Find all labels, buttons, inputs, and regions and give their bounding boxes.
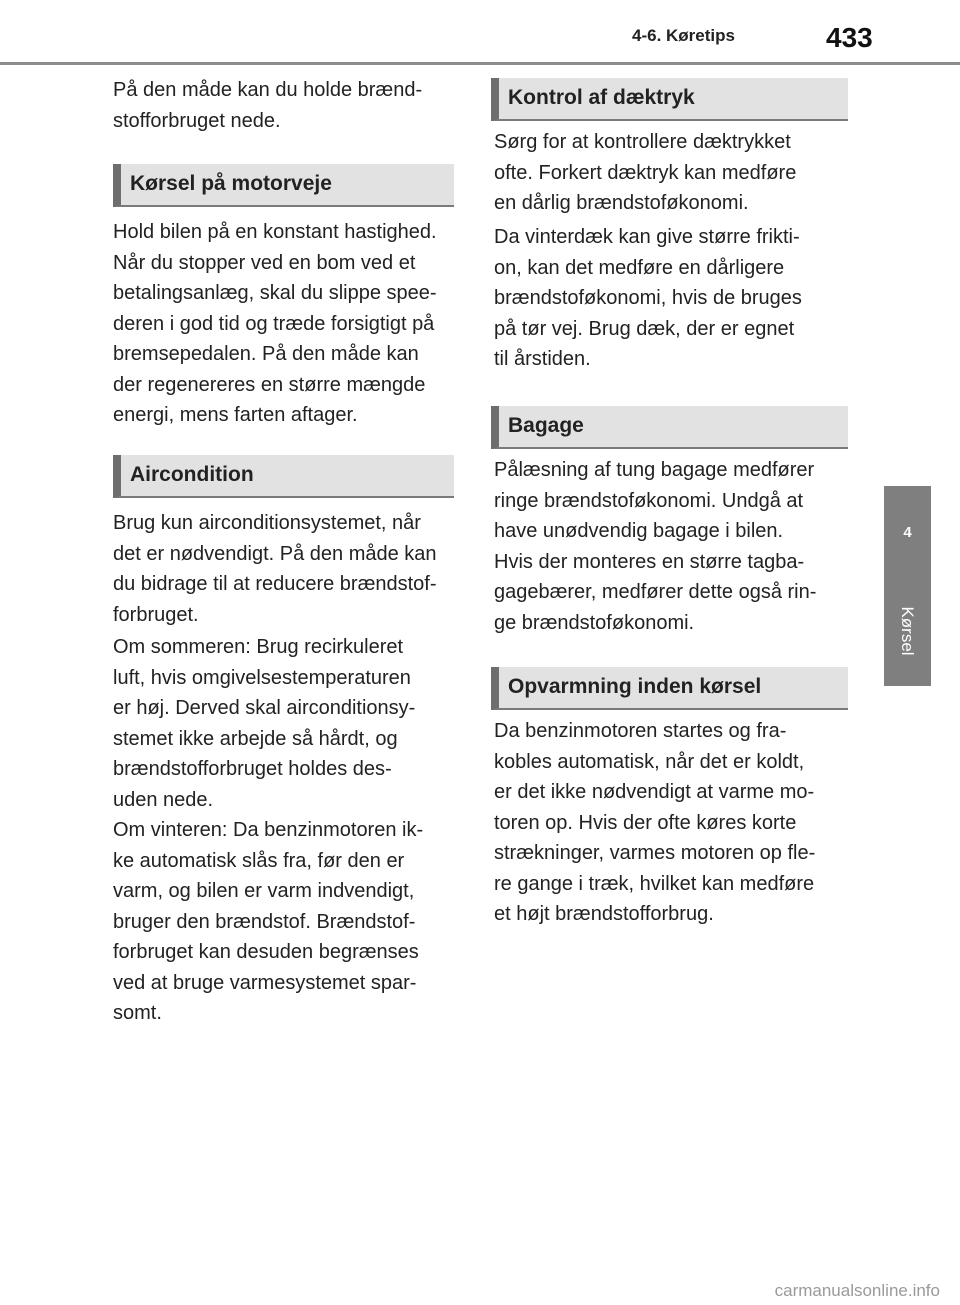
header-divider: [0, 62, 960, 65]
page-number: 433: [826, 22, 873, 53]
chapter-tab: [884, 486, 931, 686]
heading-luggage-text: Bagage: [508, 414, 584, 437]
heading-warmup: [491, 667, 848, 710]
watermark: carmanualsonline.info: [774, 1281, 940, 1300]
heading-tire-pressure-text: Kontrol af dæktryk: [508, 86, 695, 109]
heading-luggage: [491, 406, 848, 449]
heading-aircondition: [113, 455, 454, 498]
section-title: 4-6. Køretips: [632, 26, 735, 45]
heading-tire-pressure: [491, 78, 848, 121]
aircondition-paragraph-1: Brug kun airconditionsystemet, når det er nødvendigt. På den måde kan du bidrage til at reducere brændstof- forbruget.: [113, 512, 437, 626]
aircondition-paragraph-2: Om sommeren: Brug recirkuleret luft, hvis omgivelsestemperaturen er høj. Derved skal airconditionsy- stemet ikke arbejde så hårdt, og brændstofforbruget holdes des- uden nede. Om vinteren: Da benzinmotoren ik- ke automatisk slås fra, før den er varm, og bilen er varm indvendigt, bruger den brændstof. Brændstof- forbruget kan desuden begrænses ved at bruge varmesystemet spar- somt.: [113, 636, 424, 1024]
chapter-number: 4: [903, 524, 912, 541]
chapter-name: Kørsel: [898, 606, 917, 656]
tire-paragraph-1: Sørg for at kontrollere dæktrykket ofte. Forkert dæktryk kan medføre en dårlig brændstoføkonomi.: [494, 131, 797, 214]
tire-paragraph-2: Da vinterdæk kan give større frikti- on, kan det medføre en dårligere brændstoføkonomi, hvis de bruges på tør vej. Brug dæk, der er egnet til årstiden.: [494, 226, 802, 370]
heading-aircondition-text: Aircondition: [130, 463, 254, 486]
motorway-paragraph: Hold bilen på en konstant hastighed. Når du stopper ved en bom ved et betalingsanlæg, skal du slippe spee- deren i god tid og træde forsigtigt på bremsepedalen. På den måde kan der regenereres en større mængde energi, mens farten aftager.: [113, 221, 437, 426]
intro-paragraph: På den måde kan du holde brænd- stofforbruget nede.: [113, 79, 423, 132]
warmup-paragraph: Da benzinmotoren startes og fra- kobles automatisk, når det er koldt, er det ikke nødvendigt at varme mo- toren op. Hvis der ofte køres korte strækninger, varmes motoren op fle- re gange i træk, hvilket kan medføre et højt brændstofforbrug.: [494, 720, 816, 925]
heading-warmup-text: Opvarmning inden kørsel: [508, 675, 762, 698]
luggage-paragraph: Pålæsning af tung bagage medfører ringe brændstoføkonomi. Undgå at have unødvendig bagage i bilen. Hvis der monteres en større tagba- gagebærer, medfører dette også rin- ge brændstoføkonomi.: [494, 459, 817, 634]
heading-motorway-text: Kørsel på motorveje: [130, 172, 332, 195]
heading-motorway: [113, 164, 454, 207]
